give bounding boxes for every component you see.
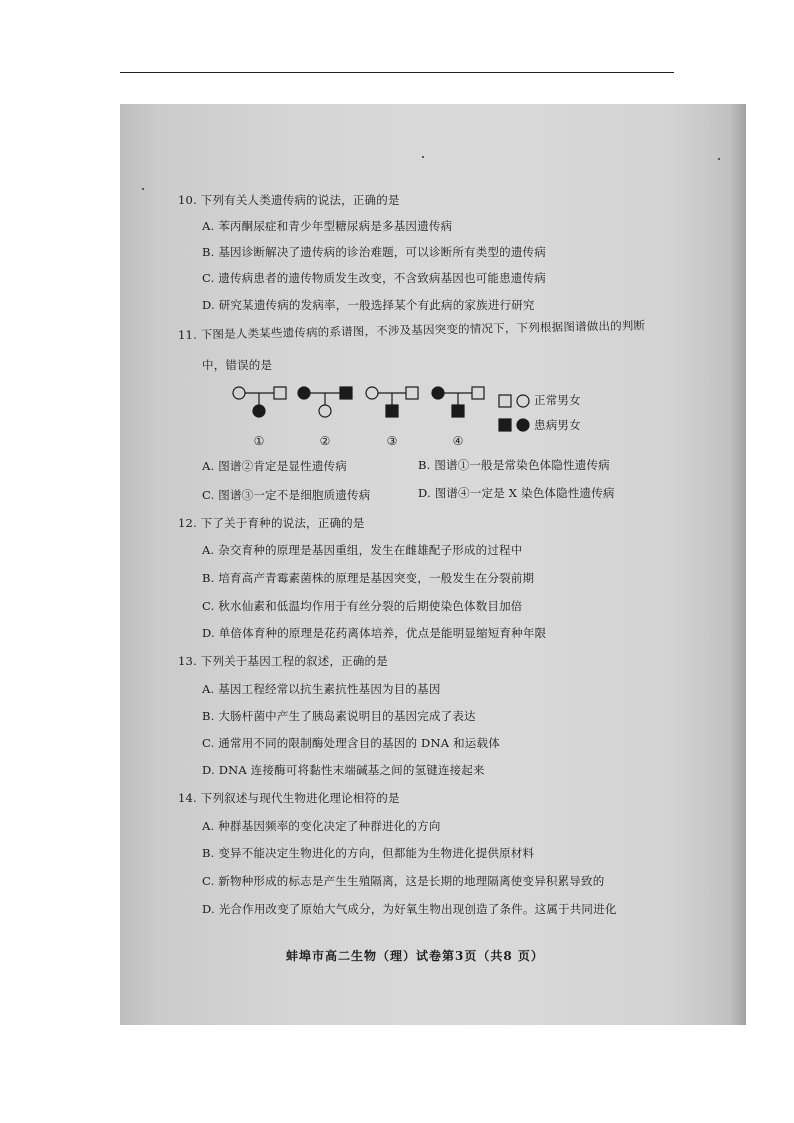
pedigree-2-mother-affected <box>298 387 310 399</box>
q14-option-d: D. 光合作用改变了原始大气成分，为好氧生物出现创造了条件。这属于共同进化 <box>202 902 617 916</box>
pedigree-2-father-affected <box>340 387 352 399</box>
pedigree-4-father-normal <box>472 387 484 399</box>
q14-option-b: B. 变异不能决定生物进化的方向，但都能为生物进化提供原材料 <box>202 846 535 860</box>
pedigree-1-label: ① <box>253 434 265 448</box>
q13-stem: 13. 下列关于基因工程的叙述，正确的是 <box>178 654 388 668</box>
q11-option-a: A. 图谱②肯定是显性遗传病 <box>202 459 347 473</box>
pedigree-2-daughter-normal <box>319 405 331 417</box>
q11-option-b: B. 图谱①一般是常染色体隐性遗传病 <box>418 458 610 472</box>
q12-option-d: D. 单倍体育种的原理是花药离体培养，优点是能明显缩短育种年限 <box>202 626 547 640</box>
pedigree-1 <box>233 387 286 417</box>
legend-normal-male-icon <box>499 395 511 407</box>
q10-option-c: C. 遗传病患者的遗传物质发生改变，不含致病基因也可能患遗传病 <box>202 271 546 285</box>
legend-affected-female-icon <box>517 419 529 431</box>
speck <box>718 158 720 160</box>
pedigree-charts <box>230 381 500 449</box>
speck <box>142 188 144 190</box>
q12-option-a: A. 杂交育种的原理是基因重组，发生在雌雄配子形成的过程中 <box>202 543 523 557</box>
pedigree-3-son-affected <box>386 405 398 417</box>
q13-option-d: D. DNA 连接酶可将黏性末端碱基之间的氢键连接起来 <box>202 763 485 777</box>
legend-normal-female-icon <box>517 395 529 407</box>
q10-option-d: D. 研究某遗传病的发病率，一般选择某个有此病的家族进行研究 <box>202 298 535 312</box>
pedigree-4-mother-affected <box>432 387 444 399</box>
pedigree-2-label: ② <box>319 434 331 448</box>
q11-stem-continued: 中，错误的是 <box>202 358 273 372</box>
top-rule <box>120 72 674 73</box>
q12-option-b: B. 培育高产青霉素菌株的原理是基因突变，一般发生在分裂前期 <box>202 571 535 585</box>
q11-option-c: C. 图谱③一定不是细胞质遗传病 <box>202 488 371 502</box>
q11-option-d: D. 图谱④一定是 X 染色体隐性遗传病 <box>418 486 615 500</box>
q10-option-b: B. 基因诊断解决了遗传病的诊治难题，可以诊断所有类型的遗传病 <box>202 245 546 259</box>
pedigree-4-son-affected <box>452 405 464 417</box>
exam-page-photo <box>120 104 746 1025</box>
q11-stem: 11. 下图是人类某些遗传病的系谱图，不涉及基因突变的情况下，下列根据图谱做出的判断 <box>177 318 646 342</box>
q12-stem: 12. 下了关于育种的说法，正确的是 <box>178 516 365 530</box>
pedigree-4 <box>432 387 484 417</box>
pedigree-3-label: ③ <box>386 434 398 448</box>
legend-affected-male-icon <box>499 419 511 431</box>
q14-option-c: C. 新物种形成的标志是产生生殖隔离，这是长期的地理隔离使变异积累导致的 <box>202 874 605 888</box>
pedigree-1-daughter-affected <box>253 405 265 417</box>
q12-option-c: C. 秋水仙素和低温均作用于有丝分裂的后期使染色体数目加倍 <box>202 599 523 613</box>
pedigree-legend-symbols <box>498 392 532 436</box>
q13-option-c: C. 通常用不同的限制酶处理含目的基因的 DNA 和运载体 <box>202 736 500 750</box>
pedigree-4-label: ④ <box>452 434 464 448</box>
page-footer: 蚌埠市高二生物（理）试卷第3页（共8 页） <box>286 949 544 963</box>
q14-option-a: A. 种群基因频率的变化决定了种群进化的方向 <box>202 819 441 833</box>
pedigree-2 <box>298 387 352 417</box>
q13-option-a: A. 基因工程经常以抗生素抗性基因为目的基因 <box>202 682 441 696</box>
q10-option-a: A. 苯丙酮尿症和青少年型糖尿病是多基因遗传病 <box>202 219 453 233</box>
pedigree-1-mother-normal <box>233 387 245 399</box>
pedigree-3 <box>366 387 418 417</box>
pedigree-3-mother-normal <box>366 387 378 399</box>
q10-stem: 10. 下列有关人类遗传病的说法，正确的是 <box>178 193 400 207</box>
pedigree-3-father-normal <box>406 387 418 399</box>
pedigree-1-father-normal <box>274 387 286 399</box>
speck <box>422 156 424 158</box>
q14-stem: 14. 下列叙述与现代生物进化理论相符的是 <box>178 791 400 805</box>
legend-affected-label: 患病男女 <box>534 418 581 432</box>
q13-option-b: B. 大肠杆菌中产生了胰岛素说明目的基因完成了表达 <box>202 709 476 723</box>
legend-normal-label: 正常男女 <box>534 393 581 407</box>
